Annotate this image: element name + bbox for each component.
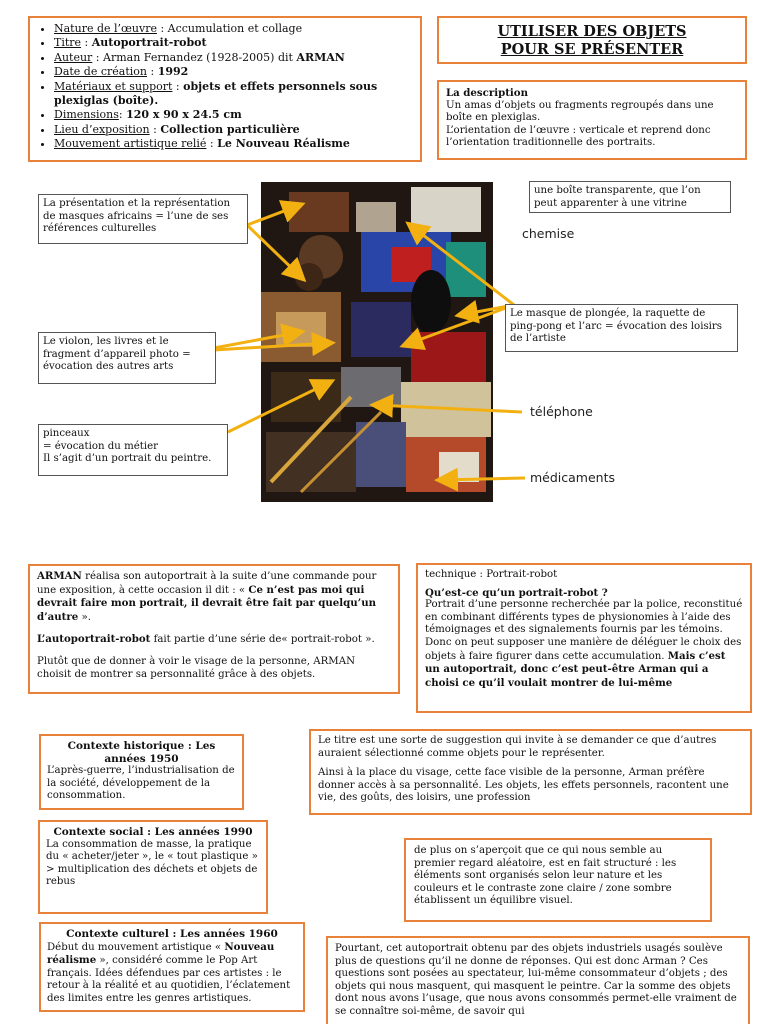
- fiche-value: 120 x 90 x 24.5 cm: [126, 108, 242, 122]
- arman-p3: Plutôt que de donner à voir le visage de la personne, ARMAN choisit de montrer sa personnalité grâce à des objets.: [37, 655, 355, 680]
- contexte-culturel-body: [47, 941, 297, 1006]
- fiche-sep: :: [146, 65, 158, 79]
- fiche-value: Accumulation et collage: [167, 22, 303, 35]
- fiche-value: Autoportrait-robot: [91, 36, 207, 50]
- arman-box: [28, 564, 400, 694]
- annotation-pinceaux-line2: = évocation du métier: [43, 440, 159, 452]
- fiche-item-mouvement: [54, 137, 414, 151]
- structure-box: [404, 838, 712, 922]
- contexte-culturel-body-b: Nouveau réalisme: [47, 940, 275, 967]
- arman-p1b: ».: [78, 611, 91, 623]
- annotation-pinceaux: [38, 424, 228, 476]
- arman-name: ARMAN: [37, 570, 82, 582]
- fiche-list: [36, 22, 414, 152]
- contexte-culturel-body-a: Début du mouvement artistique «: [47, 941, 225, 953]
- fiche-value: Collection particulière: [160, 122, 300, 136]
- fiche-value: Le Nouveau Réalisme: [217, 137, 350, 151]
- fiche-sep: :: [172, 79, 184, 93]
- fiche-sep: :: [81, 36, 92, 50]
- fiche-item-auteur: [54, 51, 414, 65]
- structure-body: de plus on s’aperçoit que ce qui nous semble au premier regard aléatoire, est en fait structuré : les éléments sont organisés selon leur nature et les couleurs et le contraste zone claire / zone sombre établissent un équilibre visuel.: [414, 845, 677, 907]
- technique-p1: Portrait d’une personne recherchée par la police, reconstitué en combinant différents types de physionomies à l’aide des témoignages et des signalements fournis par les témoins.: [425, 599, 743, 636]
- technique-p2b: Mais c’est un autoportrait, donc c’est peut-être Arman qui a choisi ce qu’il voulait montrer de lui-même: [425, 649, 726, 689]
- page-title-line2: POUR SE PRÉSENTER: [500, 41, 684, 58]
- artwork-collage: [261, 182, 493, 502]
- description-heading: La description: [446, 87, 528, 99]
- description-p1: Un amas d’objets ou fragments regroupés dans une boîte en plexiglas.: [446, 99, 714, 124]
- contexte-social-body: La consommation de masse, la pratique du « acheter/jeter », le « tout plastique » > multiplication des déchets et objets de rebus: [46, 838, 258, 888]
- description-box: [437, 80, 747, 160]
- fiche-sep: :: [156, 22, 168, 35]
- annotation-violon-text: Le violon, les livres et le fragment d’appareil photo = évocation des autres arts: [43, 336, 191, 373]
- titre-p1: Le titre est une sorte de suggestion qui invite à se demander ce que d’autres auraient sélectionné comme objets pour le représenter.: [318, 735, 717, 759]
- fiche-label: Mouvement artistique relié: [54, 137, 207, 151]
- annotation-pinceaux-line1: pinceaux: [43, 428, 90, 439]
- fiche-value-bold: ARMAN: [296, 50, 345, 64]
- page-title-line1: UTILISER DES OBJETS: [497, 23, 687, 40]
- contexte-social-title: Contexte social : Les années 1990: [53, 826, 253, 838]
- annotation-plongee: [505, 304, 738, 352]
- annotation-medicaments: médicaments: [530, 470, 616, 485]
- pourtant-body: Pourtant, cet autoportrait obtenu par des objets industriels usagés soulève plus de questions qu’il ne donne de réponses. Qui est donc Arman ? Ces questions sont posées au spectateur, lui-même consommateur d’objets ; des objets qui nous masquent, qui masquent le peintre. Car la somme des objets dont nous avons l’usage, que nous avons consommés permet-elle vraiment de se connaître soi-même, de savoir qui: [335, 943, 737, 1017]
- technique-box: [416, 563, 752, 713]
- fiche-item-materiaux: [54, 80, 414, 109]
- annotation-violon: [38, 332, 216, 384]
- annotation-chemise: chemise: [522, 226, 575, 241]
- annotation-masques: [38, 194, 248, 244]
- fiche-label: Dimensions: [54, 108, 119, 122]
- technique-question: Qu’est-ce qu’un portrait-robot ?: [425, 586, 608, 599]
- titre-p2: Ainsi à la place du visage, cette face visible de la personne, Arman préfère donner accès à sa personnalité. Les objets, les effets personnels, racontent une vie, des goûts, des loisirs, une profession: [318, 767, 729, 804]
- fiche-sep: :: [206, 137, 218, 151]
- arman-quote: Ce n’est pas moi qui devrait faire mon portrait, il devrait être fait par quelqu’un d’autre: [37, 583, 377, 623]
- artwork-image: [261, 182, 493, 502]
- fiche-label: Nature de l’œuvre: [54, 22, 157, 35]
- fiche-label: Date de création: [54, 65, 147, 79]
- technique-line1: technique : Portrait-robot: [425, 569, 558, 580]
- fiche-value: 1992: [157, 65, 189, 79]
- fiche-sep: :: [118, 108, 127, 122]
- annotation-boite: [529, 181, 731, 213]
- annotation-boite-text: une boîte transparente, que l’on peut apparenter à une vitrine: [534, 185, 701, 209]
- contexte-culturel-body-c: », considéré comme le Pop Art français. Idées défendues par ces artistes : le retour à la réalité et au quotidien, l’éclatement des limites entre les genres artistiques.: [47, 955, 291, 1004]
- fiche-value: objets et effets personnels sous plexiglas (boîte).: [54, 79, 378, 108]
- fiche-value: Arman Fernandez (1928-2005) dit: [103, 50, 297, 64]
- titre-box: [309, 729, 752, 815]
- annotation-plongee-text: Le masque de plongée, la raquette de ping-pong et l’arc = évocation des loisirs de l’artiste: [510, 308, 723, 345]
- contexte-historique: [39, 734, 244, 810]
- annotation-pinceaux-line3: Il s’agit d’un portrait du peintre.: [43, 453, 212, 465]
- fiche-item-date: [54, 65, 414, 79]
- fiche-sep: :: [92, 50, 104, 64]
- arman-p2: [37, 633, 391, 647]
- page-title: [437, 16, 747, 64]
- contexte-social: [38, 820, 268, 914]
- fiche-label: Auteur: [54, 50, 93, 64]
- contexte-culturel-title: Contexte culturel : Les années 1960: [66, 928, 278, 940]
- fiche-label: Matériaux et support: [54, 79, 173, 93]
- fiche-item-titre: [54, 36, 414, 50]
- arman-p1: [37, 570, 391, 624]
- fiche-label: Lieu d’exposition: [54, 122, 150, 136]
- fiche-item-dimensions: [54, 108, 414, 122]
- fiche-item-nature: [54, 22, 414, 36]
- fiche-item-lieu: [54, 123, 414, 137]
- arman-p2b: fait partie d’une série de« portrait-robot ».: [150, 634, 375, 646]
- pourtant-box: [326, 936, 750, 1024]
- contexte-culturel: [39, 922, 305, 1012]
- description-p2: L’orientation de l’œuvre : verticale et reprend donc l’orientation traditionnelle des portraits.: [446, 124, 711, 149]
- contexte-historique-body: L’après-guerre, l’industrialisation de la société, développement de la consommation.: [47, 765, 235, 802]
- fiche-sep: :: [149, 122, 161, 136]
- arman-p2a: L’autoportrait-robot: [37, 633, 151, 646]
- arman-p1a: réalisa son autoportrait à la suite d’une commande pour une exposition, à cette occasion il dit : «: [37, 571, 377, 596]
- fiche-technique: [28, 16, 422, 162]
- contexte-historique-title: Contexte historique : Les années 1950: [67, 740, 216, 765]
- technique-p2a: Donc on peut supposer une manière de déléguer le choix des objets à faire figurer dans cette accumulation.: [425, 636, 742, 662]
- technique-p2: [425, 637, 743, 690]
- fiche-label: Titre: [54, 36, 82, 50]
- annotation-masques-text: La présentation et la représentation de masques africains = l’une de ses références culturelles: [43, 198, 231, 235]
- annotation-telephone: téléphone: [530, 404, 593, 419]
